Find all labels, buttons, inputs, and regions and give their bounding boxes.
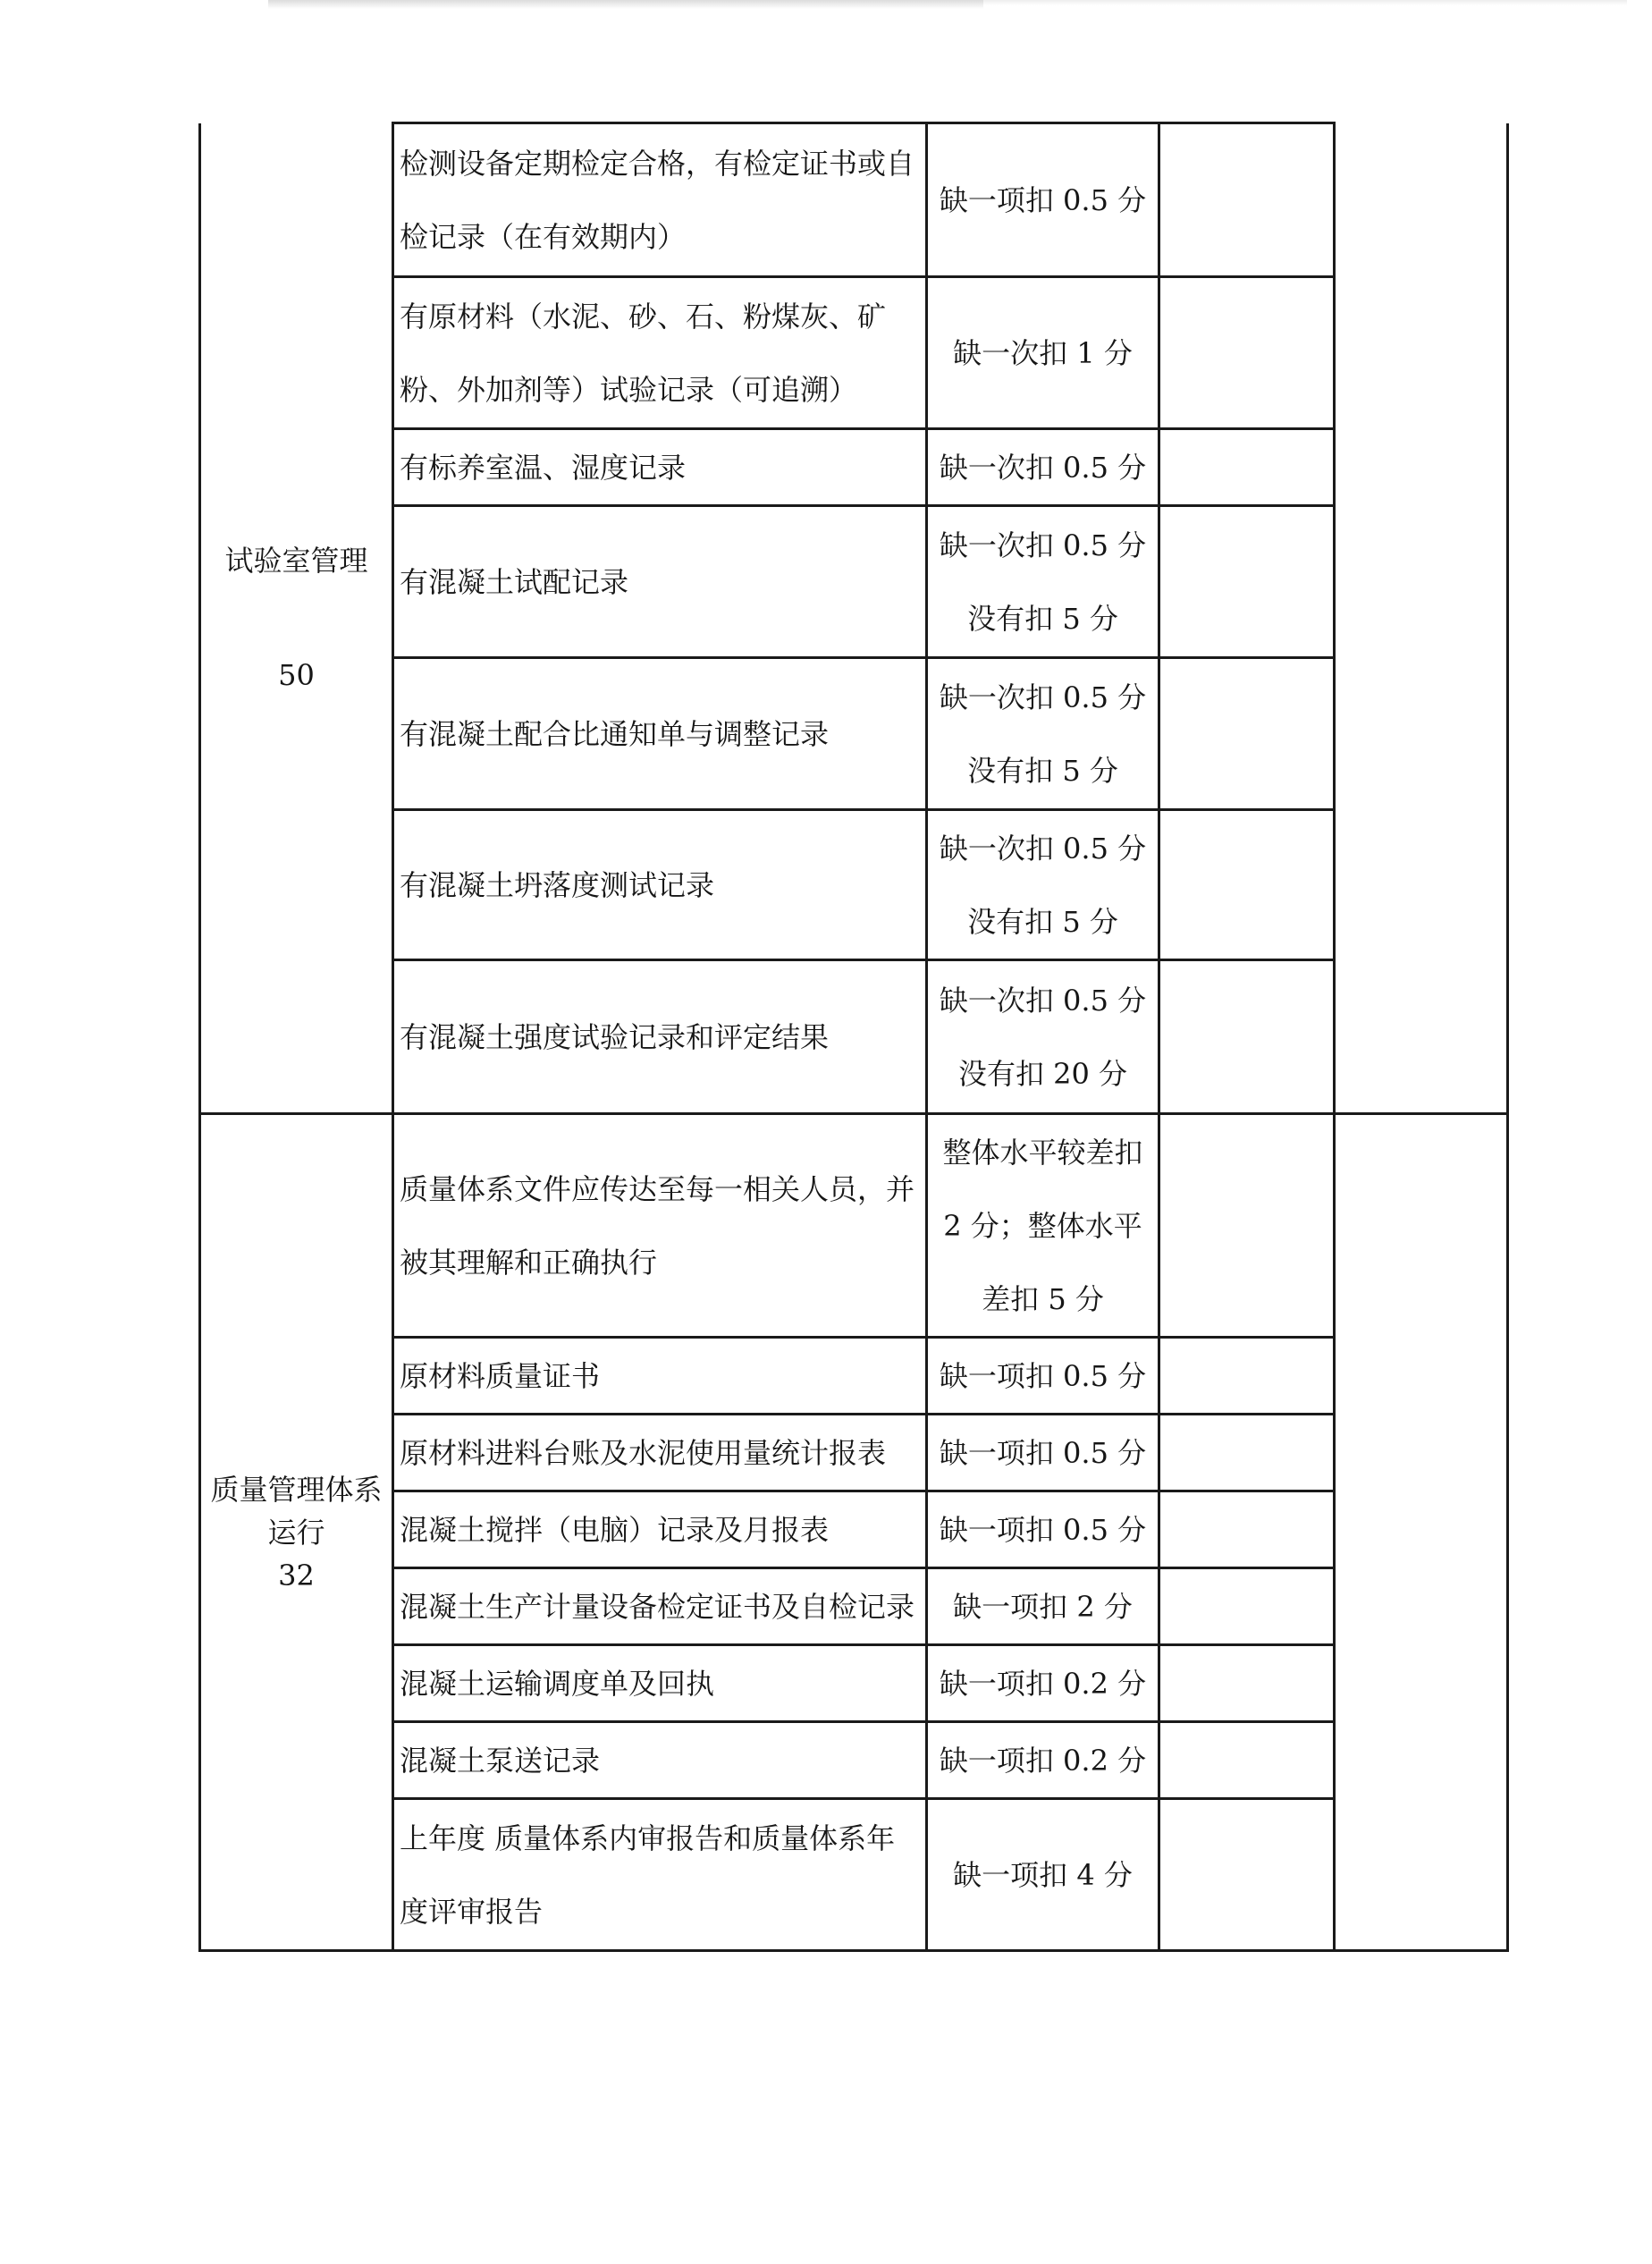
score-cell bbox=[1159, 1799, 1335, 1951]
requirement-cell: 混凝土搅拌（电脑）记录及月报表 bbox=[393, 1491, 927, 1568]
score-cell bbox=[1159, 1415, 1335, 1491]
requirement-cell: 质量体系文件应传达至每一相关人员，并被其理解和正确执行 bbox=[393, 1114, 927, 1338]
remark-cell bbox=[1335, 123, 1508, 1114]
score-cell bbox=[1159, 277, 1335, 429]
requirement-cell: 混凝土生产计量设备检定证书及自检记录 bbox=[393, 1568, 927, 1645]
deduction-cell: 缺一次扣 0.5 分 bbox=[927, 429, 1159, 506]
deduction-cell: 缺一项扣 2 分 bbox=[927, 1568, 1159, 1645]
scan-edge-shadow-right bbox=[983, 0, 1627, 5]
deduction-cell: 缺一项扣 0.5 分 bbox=[927, 1338, 1159, 1415]
deduction-cell: 缺一次扣 0.5 分没有扣 5 分 bbox=[927, 810, 1159, 960]
scoring-table bbox=[198, 122, 1509, 1952]
requirement-cell: 有原材料（水泥、砂、石、粉煤灰、矿粉、外加剂等）试验记录（可追溯） bbox=[393, 277, 927, 429]
table-row bbox=[200, 1799, 1508, 1951]
requirement-cell: 有混凝土强度试验记录和评定结果 bbox=[393, 960, 927, 1114]
table-row bbox=[200, 1722, 1508, 1799]
deduction-cell: 缺一次扣 0.5 分没有扣 20 分 bbox=[927, 960, 1159, 1114]
score-cell bbox=[1159, 960, 1335, 1114]
category-cell bbox=[200, 1114, 393, 1951]
score-cell bbox=[1159, 810, 1335, 960]
table-row bbox=[200, 810, 1508, 960]
deduction-cell: 缺一次扣 1 分 bbox=[927, 277, 1159, 429]
table-row bbox=[200, 1491, 1508, 1568]
requirement-cell: 有混凝土试配记录 bbox=[393, 506, 927, 658]
score-cell bbox=[1159, 1645, 1335, 1722]
deduction-cell: 缺一项扣 0.5 分 bbox=[927, 1491, 1159, 1568]
table-row bbox=[200, 1114, 1508, 1338]
requirement-cell: 混凝土运输调度单及回执 bbox=[393, 1645, 927, 1722]
category-name: 试验室管理 bbox=[224, 543, 368, 578]
requirement-cell: 有混凝土配合比通知单与调整记录 bbox=[393, 658, 927, 810]
deduction-cell: 缺一次扣 0.5 分没有扣 5 分 bbox=[927, 506, 1159, 658]
table-row bbox=[200, 960, 1508, 1114]
table-row bbox=[200, 1645, 1508, 1722]
score-cell bbox=[1159, 506, 1335, 658]
category-name: 质量管理体系运行 bbox=[210, 1472, 383, 1550]
remark-cell bbox=[1335, 1114, 1508, 1951]
requirement-cell: 有标养室温、湿度记录 bbox=[393, 429, 927, 506]
requirement-cell: 有混凝土坍落度测试记录 bbox=[393, 810, 927, 960]
table-row bbox=[200, 506, 1508, 658]
score-cell bbox=[1159, 123, 1335, 277]
score-cell bbox=[1159, 1491, 1335, 1568]
table-row bbox=[200, 1338, 1508, 1415]
table-row bbox=[200, 277, 1508, 429]
category-score: 50 bbox=[278, 657, 315, 692]
deduction-cell: 缺一项扣 4 分 bbox=[927, 1799, 1159, 1951]
score-cell bbox=[1159, 1114, 1335, 1338]
table-row bbox=[200, 1415, 1508, 1491]
requirement-cell: 原材料进料台账及水泥使用量统计报表 bbox=[393, 1415, 927, 1491]
requirement-cell: 原材料质量证书 bbox=[393, 1338, 927, 1415]
deduction-cell: 缺一项扣 0.2 分 bbox=[927, 1722, 1159, 1799]
category-score: 32 bbox=[278, 1558, 315, 1592]
deduction-cell: 整体水平较差扣 2 分；整体水平差扣 5 分 bbox=[927, 1114, 1159, 1338]
table-row bbox=[200, 658, 1508, 810]
score-cell bbox=[1159, 658, 1335, 810]
score-cell bbox=[1159, 1338, 1335, 1415]
requirement-cell: 检测设备定期检定合格，有检定证书或自检记录（在有效期内） bbox=[393, 123, 927, 277]
deduction-cell: 缺一次扣 0.5 分没有扣 5 分 bbox=[927, 658, 1159, 810]
deduction-cell: 缺一项扣 0.5 分 bbox=[927, 123, 1159, 277]
table-row bbox=[200, 1568, 1508, 1645]
scan-edge-shadow bbox=[268, 0, 983, 9]
requirement-cell: 混凝土泵送记录 bbox=[393, 1722, 927, 1799]
score-cell bbox=[1159, 429, 1335, 506]
table-row bbox=[200, 123, 1508, 277]
deduction-cell: 缺一项扣 0.2 分 bbox=[927, 1645, 1159, 1722]
category-cell bbox=[200, 123, 393, 1114]
score-cell bbox=[1159, 1568, 1335, 1645]
deduction-cell: 缺一项扣 0.5 分 bbox=[927, 1415, 1159, 1491]
table-row bbox=[200, 429, 1508, 506]
requirement-cell: 上年度 质量体系内审报告和质量体系年度评审报告 bbox=[393, 1799, 927, 1951]
score-cell bbox=[1159, 1722, 1335, 1799]
